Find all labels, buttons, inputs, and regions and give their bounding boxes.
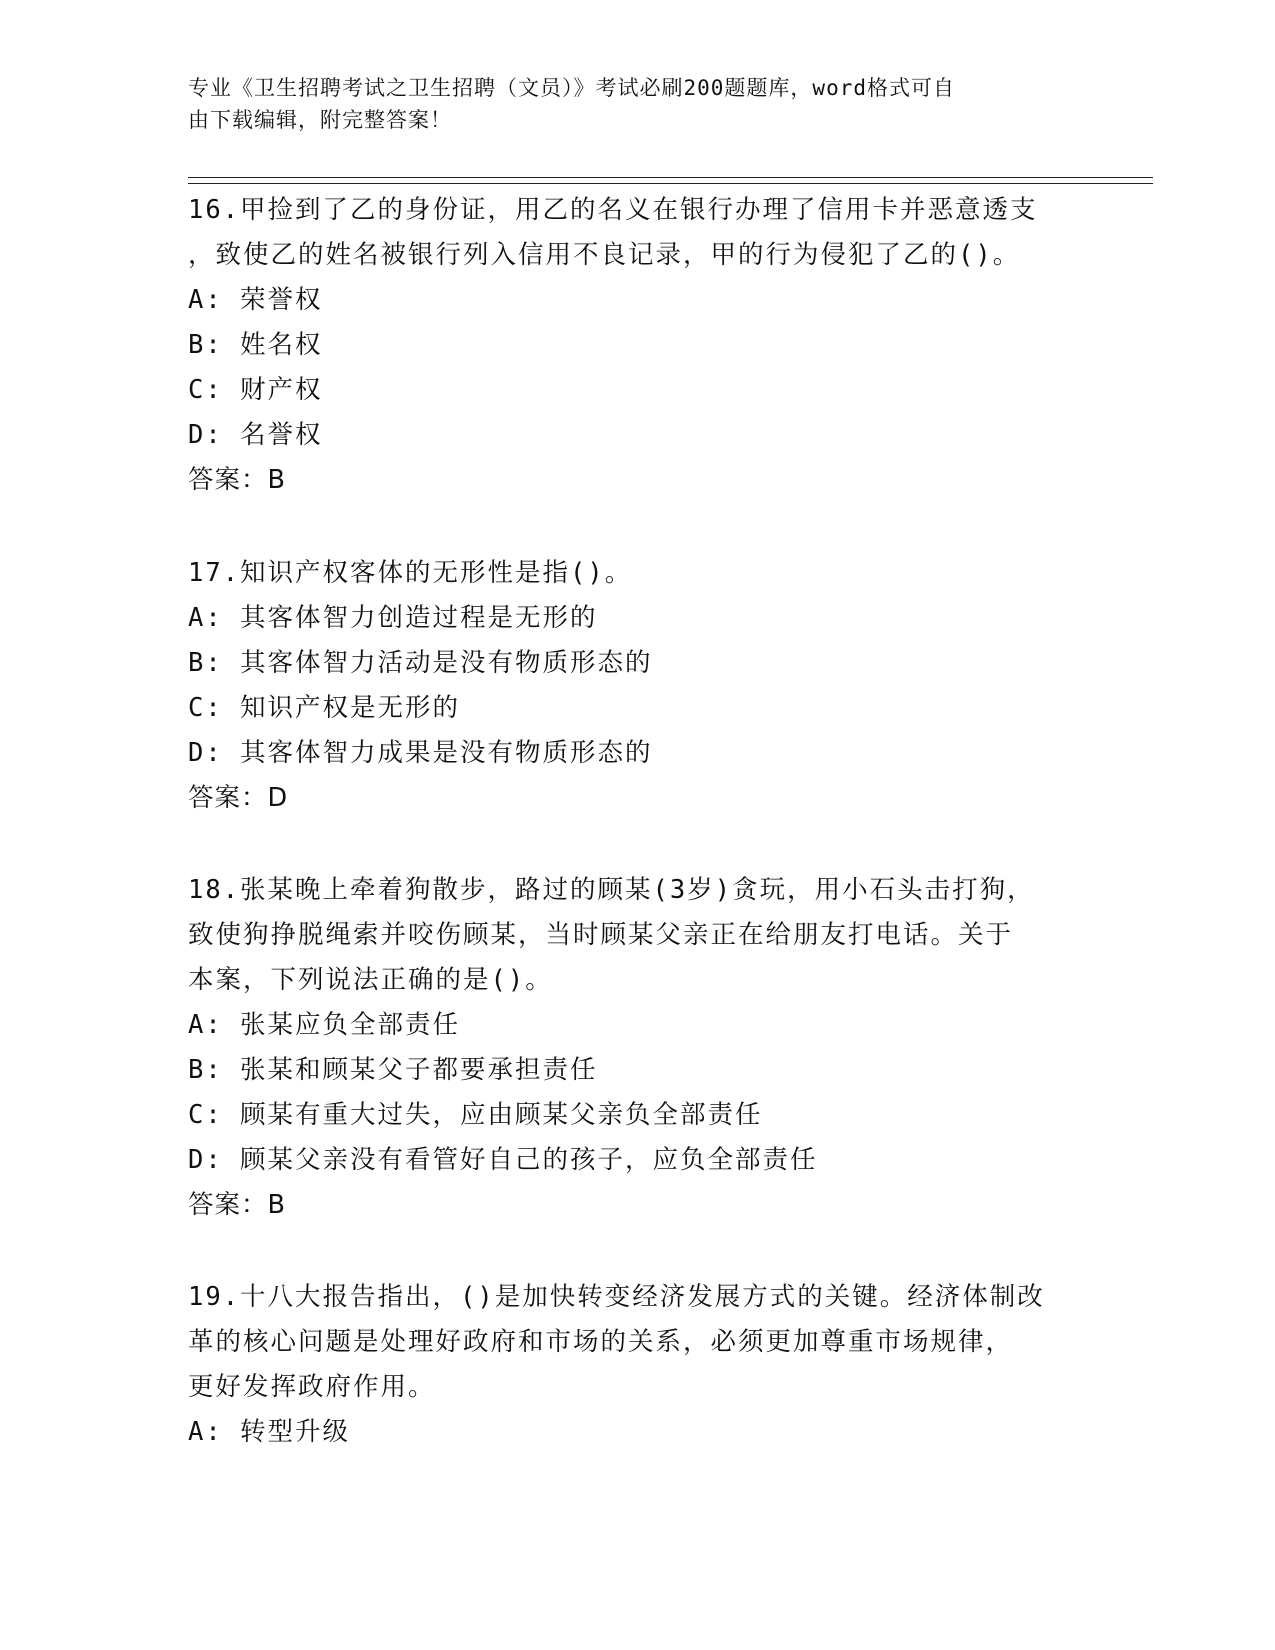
- answer-line: 答案：B: [188, 465, 286, 495]
- option-d: D: 顾某父亲没有看管好自己的孩子，应负全部责任: [188, 1145, 818, 1175]
- question-text-line: 19.十八大报告指出，()是加快转变经济发展方式的关键。经济体制改: [188, 1282, 1045, 1312]
- question-text-line: ，致使乙的姓名被银行列入信用不良记录，甲的行为侵犯了乙的()。: [188, 240, 1021, 270]
- option-c: C: 财产权: [188, 375, 323, 405]
- question-19: [188, 1275, 1088, 1455]
- question-17: [188, 551, 1088, 821]
- option-b: B: 其客体智力活动是没有物质形态的: [188, 648, 653, 678]
- option-c: C: 顾某有重大过失，应由顾某父亲负全部责任: [188, 1100, 763, 1130]
- question-16: [188, 188, 1088, 503]
- option-b: B: 张某和顾某父子都要承担责任: [188, 1055, 598, 1085]
- document-header: [188, 72, 1068, 136]
- option-a: A: 转型升级: [188, 1417, 351, 1447]
- answer-line: 答案：D: [188, 783, 289, 813]
- answer-line: 答案：B: [188, 1190, 286, 1220]
- question-text-line: 18.张某晚上牵着狗散步，路过的顾某(3岁)贪玩，用小石头击打狗，: [188, 875, 1035, 905]
- question-text-line: 革的核心问题是处理好政府和市场的关系，必须更加尊重市场规律，: [188, 1327, 1014, 1357]
- option-b: B: 姓名权: [188, 330, 323, 360]
- question-text-line: 致使狗挣脱绳索并咬伤顾某，当时顾某父亲正在给朋友打电话。关于: [188, 920, 1014, 950]
- question-text-line: 本案，下列说法正确的是()。: [188, 965, 553, 995]
- option-d: D: 名誉权: [188, 420, 323, 450]
- header-divider-bottom: [188, 183, 1153, 184]
- option-d: D: 其客体智力成果是没有物质形态的: [188, 738, 653, 768]
- option-c: C: 知识产权是无形的: [188, 693, 461, 723]
- question-text-line: 17.知识产权客体的无形性是指()。: [188, 558, 633, 588]
- option-a: A: 其客体智力创造过程是无形的: [188, 603, 598, 633]
- question-text-line: 16.甲捡到了乙的身份证，用乙的名义在银行办理了信用卡并恶意透支: [188, 195, 1038, 225]
- header-divider-top: [188, 177, 1153, 178]
- header-line-1: 专业《卫生招聘考试之卫生招聘（文员）》考试必刷200题题库，word格式可自: [188, 76, 955, 100]
- header-line-2: 由下载编辑，附完整答案！: [188, 108, 452, 132]
- option-a: A: 荣誉权: [188, 285, 323, 315]
- question-18: [188, 868, 1088, 1228]
- option-a: A: 张某应负全部责任: [188, 1010, 461, 1040]
- question-text-line: 更好发挥政府作用。: [188, 1372, 436, 1402]
